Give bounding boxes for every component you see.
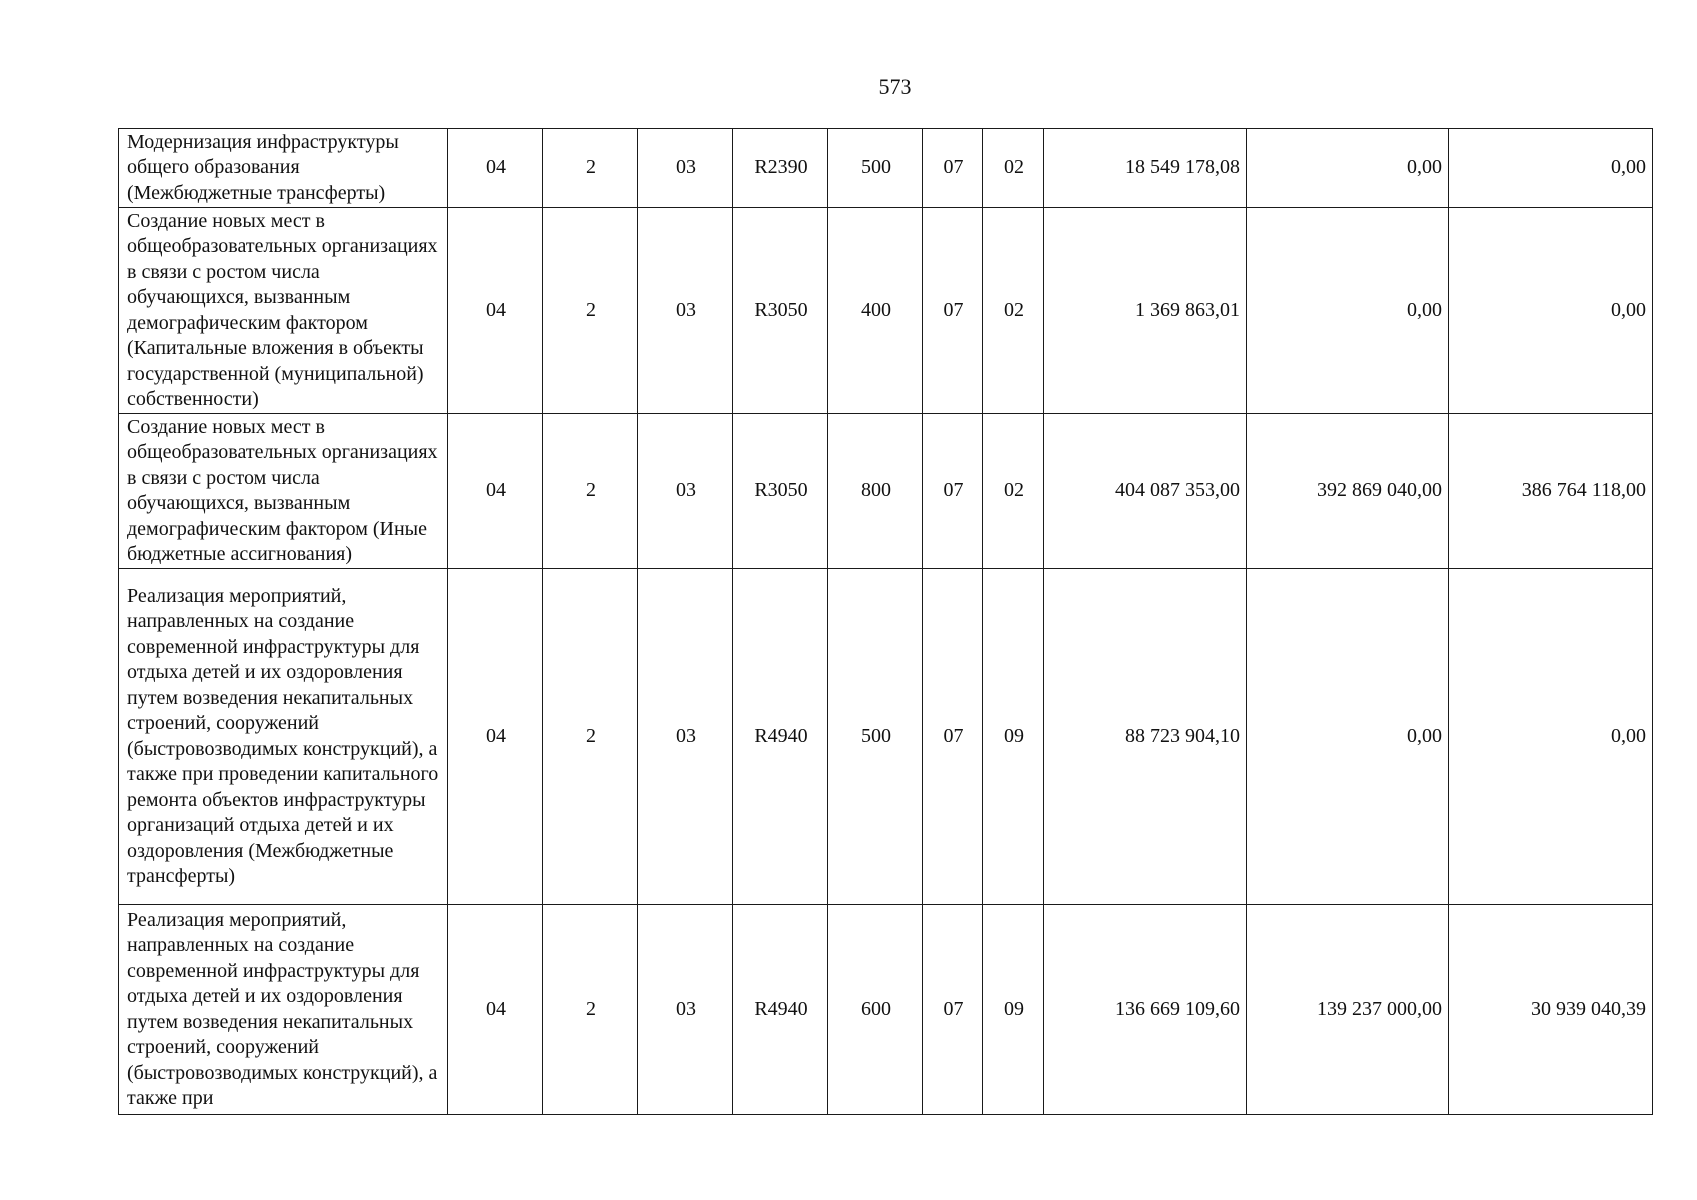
- code-cell: 07: [923, 129, 983, 208]
- code-cell: 2: [543, 569, 638, 905]
- code-cell: 03: [638, 208, 733, 414]
- amount-cell: 136 669 109,60: [1044, 905, 1247, 1115]
- amount-cell: 0,00: [1247, 569, 1449, 905]
- code-cell: R3050: [733, 414, 828, 569]
- code-cell: R3050: [733, 208, 828, 414]
- code-cell: 04: [448, 414, 543, 569]
- code-cell: 04: [448, 569, 543, 905]
- row-description: Реализация мероприятий, направленных на создание современной инфраструктуры для отдыха детей и их оздоровления путем возведения некапитальных строений, сооружений (быстровозводимых конструкций), а также при: [119, 905, 448, 1115]
- amount-cell: 0,00: [1247, 208, 1449, 414]
- table-row: [119, 905, 1653, 1115]
- code-cell: 03: [638, 414, 733, 569]
- amount-cell: 18 549 178,08: [1044, 129, 1247, 208]
- code-cell: R2390: [733, 129, 828, 208]
- code-cell: 2: [543, 129, 638, 208]
- table-row: [119, 414, 1653, 569]
- code-cell: 07: [923, 905, 983, 1115]
- code-cell: 09: [983, 569, 1044, 905]
- amount-cell: 30 939 040,39: [1449, 905, 1653, 1115]
- code-cell: 07: [923, 208, 983, 414]
- code-cell: 500: [828, 129, 923, 208]
- code-cell: 03: [638, 905, 733, 1115]
- row-description: Реализация мероприятий, направленных на создание современной инфраструктуры для отдыха детей и их оздоровления путем возведения некапитальных строений, сооружений (быстровозводимых конструкций), а также при проведении капитального ремонта объектов инфраструктуры организаций отдыха детей и их оздоровления (Межбюджетные трансферты): [119, 569, 448, 905]
- code-cell: 02: [983, 208, 1044, 414]
- amount-cell: 139 237 000,00: [1247, 905, 1449, 1115]
- amount-cell: 0,00: [1449, 208, 1653, 414]
- amount-cell: 392 869 040,00: [1247, 414, 1449, 569]
- code-cell: R4940: [733, 569, 828, 905]
- code-cell: 07: [923, 414, 983, 569]
- code-cell: 02: [983, 414, 1044, 569]
- table-row: [119, 569, 1653, 905]
- code-cell: 2: [543, 905, 638, 1115]
- row-description: Модернизация инфраструктуры общего образования (Межбюджетные трансферты): [119, 129, 448, 208]
- code-cell: R4940: [733, 905, 828, 1115]
- code-cell: 800: [828, 414, 923, 569]
- code-cell: 04: [448, 208, 543, 414]
- code-cell: 500: [828, 569, 923, 905]
- code-cell: 2: [543, 414, 638, 569]
- code-cell: 07: [923, 569, 983, 905]
- amount-cell: 1 369 863,01: [1044, 208, 1247, 414]
- code-cell: 600: [828, 905, 923, 1115]
- code-cell: 400: [828, 208, 923, 414]
- amount-cell: 0,00: [1449, 129, 1653, 208]
- code-cell: 03: [638, 569, 733, 905]
- code-cell: 04: [448, 905, 543, 1115]
- amount-cell: 386 764 118,00: [1449, 414, 1653, 569]
- amount-cell: 404 087 353,00: [1044, 414, 1247, 569]
- budget-table: [118, 128, 1653, 1115]
- row-description: Создание новых мест в общеобразовательных организациях в связи с ростом числа обучающихся, вызванным демографическим фактором (Иные бюджетные ассигнования): [119, 414, 448, 569]
- code-cell: 2: [543, 208, 638, 414]
- amount-cell: 88 723 904,10: [1044, 569, 1247, 905]
- code-cell: 02: [983, 129, 1044, 208]
- amount-cell: 0,00: [1247, 129, 1449, 208]
- table-row: [119, 129, 1653, 208]
- table-row: [119, 208, 1653, 414]
- code-cell: 09: [983, 905, 1044, 1115]
- code-cell: 04: [448, 129, 543, 208]
- page-number: 573: [878, 74, 912, 99]
- code-cell: 03: [638, 129, 733, 208]
- amount-cell: 0,00: [1449, 569, 1653, 905]
- row-description: Создание новых мест в общеобразовательных организациях в связи с ростом числа обучающихся, вызванным демографическим фактором (Капитальные вложения в объекты государственной (муниципальной) собственности): [119, 208, 448, 414]
